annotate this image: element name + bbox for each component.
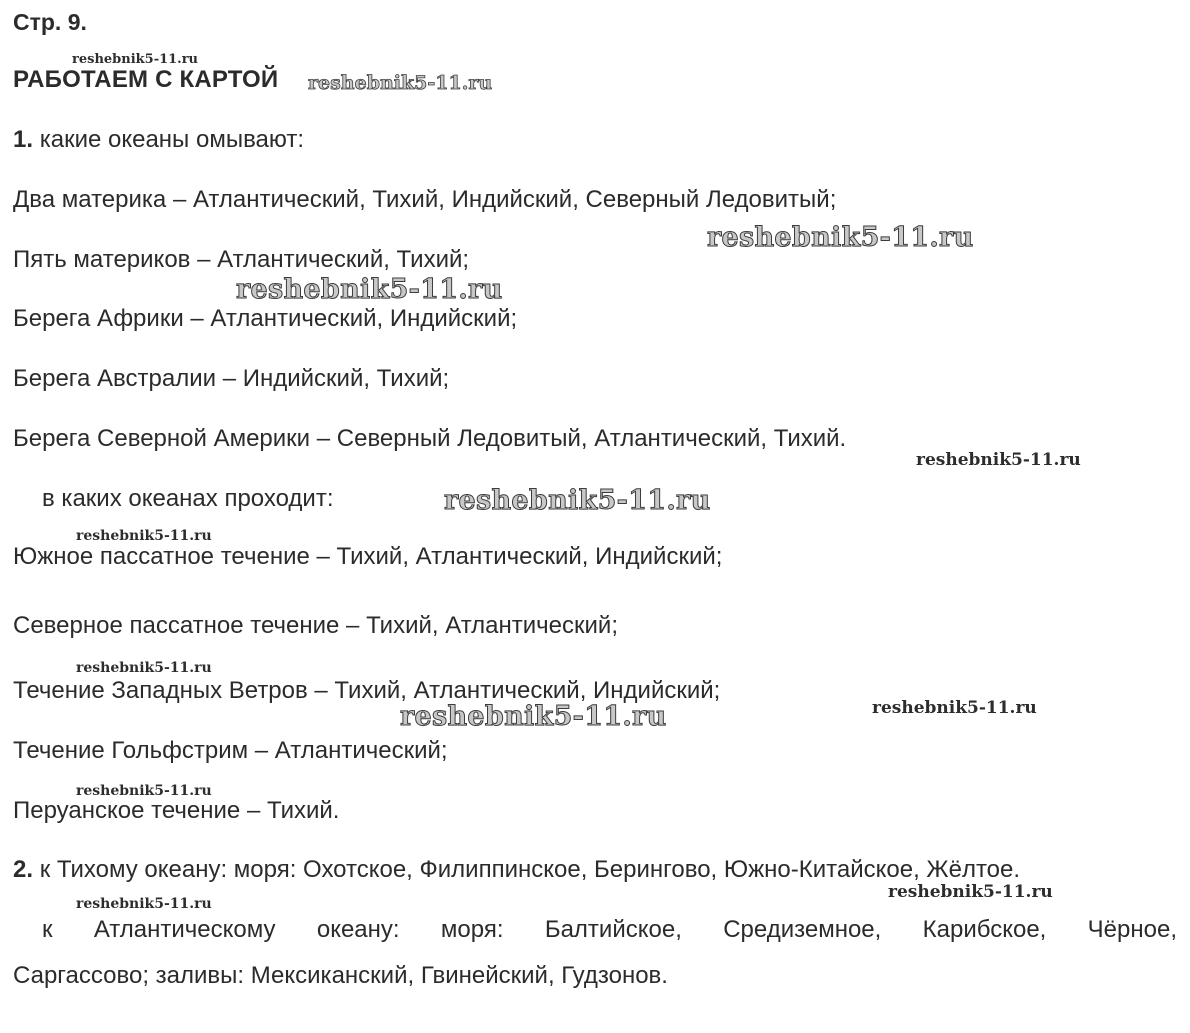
atlantic-seas-continued: Саргассово; заливы: Мексиканский, Гвинейский, Гудзонов. <box>13 962 668 989</box>
watermark: reshebnik5-11.ru <box>308 72 493 94</box>
answer-line: Берега Африки – Атлантический, Индийский; <box>13 305 518 332</box>
answer-line: Пять материков – Атлантический, Тихий; <box>13 246 470 273</box>
question-2 <box>13 856 1020 884</box>
answer-line: Два материка – Атлантический, Тихий, Индийский, Северный Ледовитый; <box>13 186 837 213</box>
question-1-prompt: какие океаны омывают: <box>39 126 305 153</box>
atlantic-word: Чёрное, <box>1087 916 1177 943</box>
page-label: Стр. 9. <box>13 9 87 35</box>
question-1-number: 1. <box>13 126 34 153</box>
watermark: reshebnik5-11.ru <box>872 698 1037 718</box>
atlantic-word: Балтийское, <box>544 916 682 943</box>
watermark: reshebnik5-11.ru <box>444 485 711 516</box>
current-line: Течение Западных Ветров – Тихий, Атлантический, Индийский; <box>13 677 721 704</box>
watermark: reshebnik5-11.ru <box>916 450 1081 470</box>
watermark: reshebnik5-11.ru <box>400 701 667 732</box>
answer-line: Берега Австралии – Индийский, Тихий; <box>13 365 450 392</box>
atlantic-word: Атлантическому <box>93 916 276 943</box>
current-line: Перуанское течение – Тихий. <box>13 797 340 824</box>
watermark: reshebnik5-11.ru <box>236 274 503 305</box>
question-1 <box>13 126 304 154</box>
watermark: reshebnik5-11.ru <box>76 660 212 676</box>
atlantic-word: к <box>42 916 53 943</box>
page-heading: РАБОТАЕМ С КАРТОЙ <box>13 66 279 93</box>
watermark: reshebnik5-11.ru <box>72 52 199 67</box>
current-line: Течение Гольфстрим – Атлантический; <box>13 737 448 764</box>
atlantic-word: Средиземное, <box>723 916 882 943</box>
current-line: Северное пассатное течение – Тихий, Атлантический; <box>13 612 619 639</box>
current-line: Южное пассатное течение – Тихий, Атлантический, Индийский; <box>13 543 723 570</box>
question-2-number: 2. <box>13 856 34 883</box>
atlantic-word: моря: <box>440 916 504 943</box>
currents-prompt: в каких океанах проходит: <box>42 485 334 512</box>
watermark: reshebnik5-11.ru <box>76 528 212 544</box>
atlantic-seas-line <box>42 916 1177 944</box>
atlantic-word: океану: <box>316 916 400 943</box>
watermark: reshebnik5-11.ru <box>888 882 1053 902</box>
watermark: reshebnik5-11.ru <box>707 222 974 253</box>
watermark: reshebnik5-11.ru <box>76 783 212 799</box>
watermark: reshebnik5-11.ru <box>76 896 212 912</box>
answer-line: Берега Северной Америки – Северный Ледовитый, Атлантический, Тихий. <box>13 425 847 452</box>
pacific-seas-text: к Тихому океану: моря: Охотское, Филиппинское, Берингово, Южно-Китайское, Жёлтое. <box>39 856 1021 883</box>
atlantic-word: Карибское, <box>922 916 1047 943</box>
